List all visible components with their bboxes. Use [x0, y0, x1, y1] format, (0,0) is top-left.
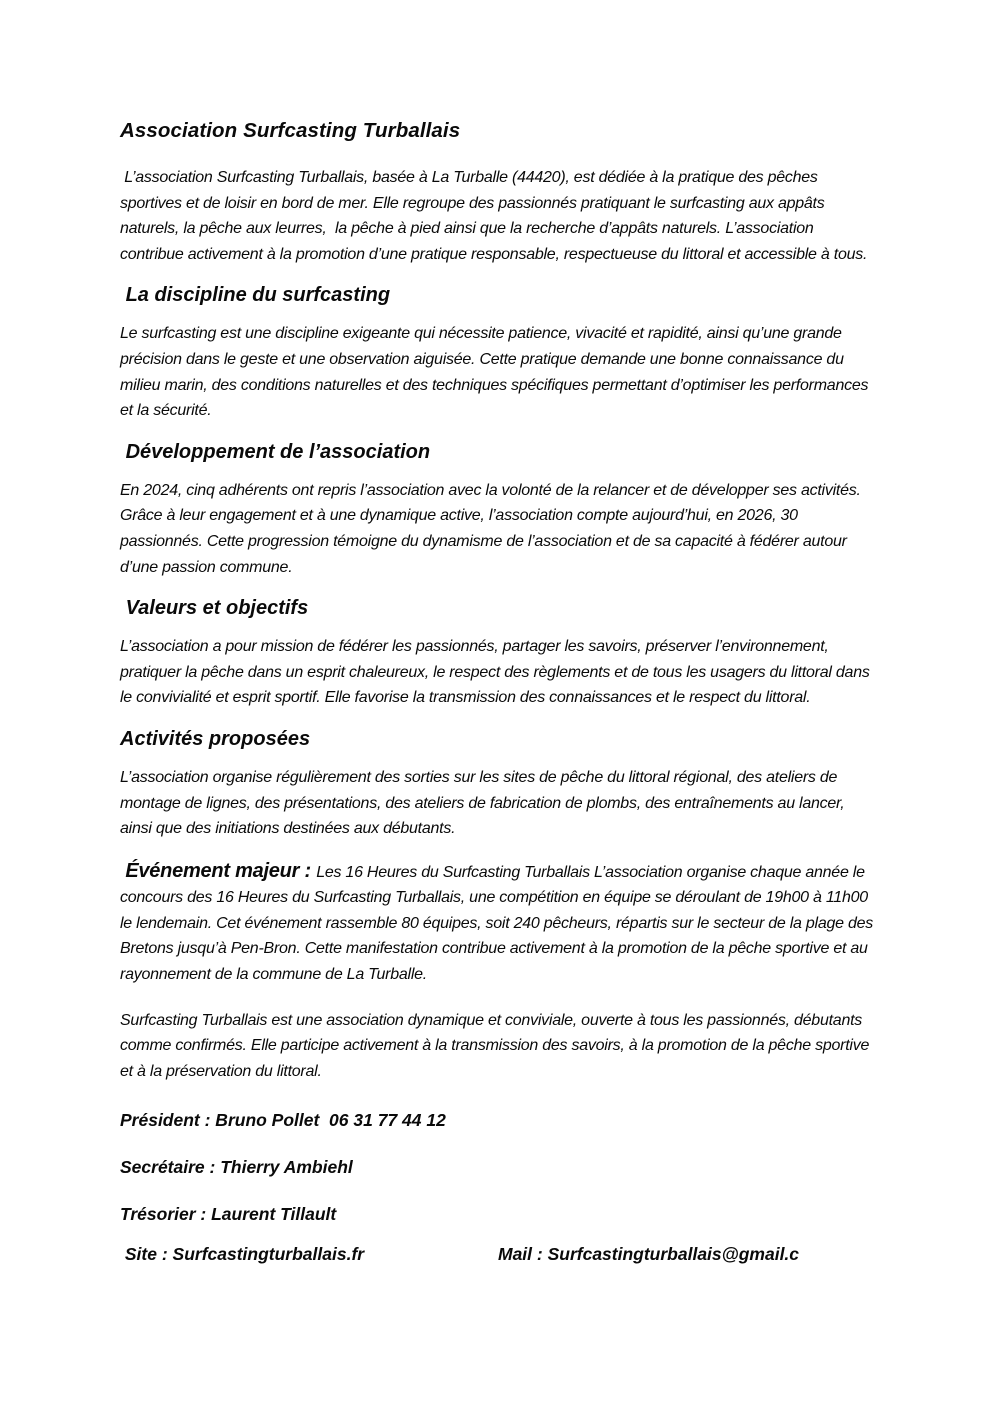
footer-line — [120, 1241, 880, 1267]
footer-mail: Mail : Surfcastingturballais@gmail.c — [498, 1244, 800, 1265]
document-title: Association Surfcasting Turballais — [120, 119, 461, 142]
contact-line-tresorier: Trésorier : Laurent Tillault — [120, 1204, 337, 1225]
intro-paragraph: L’association Surfcasting Turballais, basée à La Turballe (44420), est dédiée à la pratique des pêches sportives et de loisir en bord de mer. Elle regroupe des passionnés pratiquant le surfcasting aux appâts naturels, la pêche aux leurres, la pêche à pied ainsi que la recherche d’appâts naturels. L’association contribue activement à la promotion d’une pratique responsable, respectueuse du littoral et accessible à tous. — [120, 169, 868, 263]
event-body: Les 16 Heures du Surfcasting Turballais L’association organise chaque année le concours des 16 Heures du Surfcasting Turballais, une compétition en équipe se déroulant de 19h00 à 11h00 le lendemain. Cet événement rassemble 80 équipes, soit 240 pêcheurs, répartis sur le secteur de la plage des Bretons jusqu’à Pen-Bron. Cette manifestation contribue activement à la promotion de la pêche sportive et au rayonnement de la commune de La Turballe. — [120, 863, 878, 984]
section-body-developpement: En 2024, cinq adhérents ont repris l’association avec la volonté de la relancer et de développer ses activités. Grâce à leur engagement et à une dynamique active, l’association compte aujourd’hui, en 2026, 30 passionnés. Cette progression témoigne du dynamisme de l’association et de sa capacité à fédérer autour d’une passion commune. — [120, 481, 865, 576]
section-heading-activites: Activités proposées — [120, 727, 311, 750]
event-heading: Événement majeur : — [120, 859, 317, 882]
footer-site: Site : Surfcastingturballais.fr — [120, 1244, 365, 1265]
contact-line-president: Président : Bruno Pollet 06 31 77 44 12 — [120, 1110, 446, 1131]
contact-line-secretaire: Secrétaire : Thierry Ambiehl — [120, 1157, 353, 1178]
event-paragraph — [120, 859, 880, 988]
section-heading-discipline: La discipline du surfcasting — [120, 284, 391, 307]
section-heading-developpement: Développement de l’association — [120, 440, 431, 463]
section-body-activites: L’association organise régulièrement des sorties sur les sites de pêche du littoral régional, des ateliers de montage de lignes, des présentations, des ateliers de fabrication de plombs, des entraînements au lancer, ainsi que des initiations destinées aux débutants. — [120, 768, 849, 838]
section-heading-valeurs: Valeurs et objectifs — [120, 597, 309, 620]
section-body-discipline: Le surfcasting est une discipline exigeante qui nécessite patience, vivacité et rapidité, ainsi qu’une grande précision dans le geste et une observation aiguisée. Cette pratique demande une bonne connaissance du milieu marin, des conditions naturelles et des techniques spécifiques permettant d’optimiser les performances et la sécurité. — [120, 325, 873, 420]
closing-paragraph: Surfcasting Turballais est une association dynamique et conviviale, ouverte à tous les passionnés, débutants comme confirmés. Elle participe activement à la transmission des savoirs, à la promotion de la pêche sportive et à la préservation du littoral. — [120, 1011, 874, 1080]
section-body-valeurs: L’association a pour mission de fédérer les passionnés, partager les savoirs, préserver l’environnement, pratiquer la pêche dans un esprit chaleureux, le respect des règlements et de tous les usagers du littoral dans le convivialité et esprit sportif. Elle favorise la transmission des connaissances et le respect du littoral. — [120, 638, 874, 707]
